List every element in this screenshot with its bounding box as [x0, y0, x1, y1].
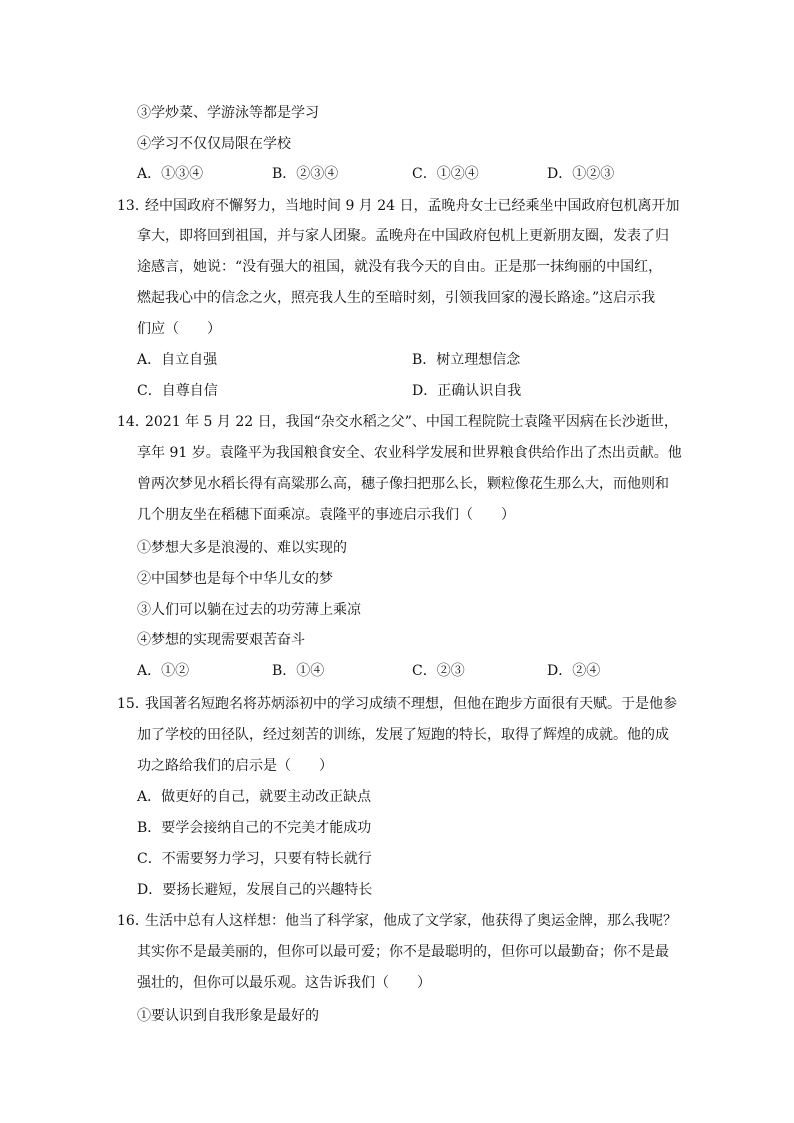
q13-options-row-1	[137, 350, 677, 370]
q16-number: 16．	[117, 913, 149, 929]
q13-option-d: D．正确认识自我	[412, 383, 522, 399]
q13-option-c: C．自尊自信	[137, 383, 218, 399]
q12-option-b: B．②③④	[272, 166, 339, 182]
q12-option-a: A．①③④	[137, 166, 204, 182]
q15-line-2: 加了学校的田径队，经过刻苦的训练，发展了短跑的特长，取得了辉煌的成就。他的成	[137, 727, 669, 743]
q14-item-1: ①梦想大多是浪漫的、难以实现的	[137, 540, 347, 556]
q15-option-d: D．要扬长避短，发展自己的兴趣特长	[137, 882, 373, 898]
q14-option-b: B．①④	[272, 663, 325, 679]
q14-option-d: D．②④	[547, 663, 601, 679]
q13-option-a: A．自立自强	[137, 352, 218, 368]
q12-item-4: ④学习不仅仅局限在学校	[137, 136, 291, 152]
q13-number: 13．	[117, 198, 149, 214]
q16-item-1: ①要认识到自我形象是最好的	[137, 1008, 319, 1024]
q12-item-3: ③学炒菜、学游泳等都是学习	[137, 105, 319, 121]
q12-options	[137, 164, 677, 184]
q15-option-c: C．不需要努力学习，只要有特长就行	[137, 851, 372, 867]
q14-line-3: 曾两次梦见水稻长得有高粱那么高，穗子像扫把那么长，颗粒像花生那么大，而他则和	[137, 476, 669, 492]
q14-item-3: ③人们可以躺在过去的功劳薄上乘凉	[137, 602, 361, 618]
q13-options-row-2	[137, 381, 677, 401]
q13-line-3: 途感言，她说：“没有强大的祖国，就没有我今天的自由。正是那一抹绚丽的中国红，	[137, 259, 663, 275]
q15-number: 15．	[117, 696, 149, 712]
q13-option-b: B．树立理想信念	[412, 352, 521, 368]
q13-line-5: 们应（ ）	[137, 321, 221, 337]
q13-line-2: 拿大，即将回到祖国，并与家人团聚。孟晚舟在中国政府包机上更新朋友圈，发表了归	[137, 228, 669, 244]
q13-line-4: 燃起我心中的信念之火，照亮我人生的至暗时刻，引领我回家的漫长路途。”这启示我	[137, 290, 656, 306]
q15-option-b: B．要学会接纳自己的不完美才能成功	[137, 820, 372, 836]
q12-option-c: C．①②④	[412, 166, 479, 182]
q16-line-3: 强壮的，但你可以最乐观。这告诉我们（ ）	[137, 975, 431, 991]
q14-option-a: A．①②	[137, 663, 190, 679]
q14-number: 14．	[117, 414, 149, 430]
q14-line-1: 2021 年 5 月 22 日，我国“杂交水稻之父”、中国工程院院士袁隆平因病在长沙逝世，	[145, 414, 678, 430]
q16-line-1: 生活中总有人这样想：他当了科学家，他成了文学家，他获得了奥运金牌，那么我呢？	[145, 913, 677, 929]
q15-option-a: A．做更好的自己，就要主动改正缺点	[137, 789, 372, 805]
q13-line-1: 经中国政府不懈努力，当地时间 9 月 24 日，孟晚舟女士已经乘坐中国政府包机离开加	[145, 198, 680, 214]
q14-line-4: 几个朋友坐在稻穗下面乘凉。袁隆平的事迹启示我们（ ）	[137, 507, 515, 523]
q14-item-4: ④梦想的实现需要艰苦奋斗	[137, 632, 305, 648]
q14-options	[137, 661, 677, 681]
q14-line-2: 享年 91 岁。袁隆平为我国粮食安全、农业科学发展和世界粮食供给作出了杰出贡献。他	[137, 445, 682, 461]
q15-line-3: 功之路给我们的启示是（ ）	[137, 758, 333, 774]
q15-line-1: 我国著名短跑名将苏炳添初中的学习成绩不理想，但他在跑步方面很有天赋。于是他参	[145, 696, 677, 712]
q14-option-c: C．②③	[412, 663, 465, 679]
q16-line-2: 其实你不是最美丽的，但你可以最可爱；你不是最聪明的，但你可以最勤奋；你不是最	[137, 944, 669, 960]
q14-item-2: ②中国梦也是每个中华儿女的梦	[137, 571, 333, 587]
q12-option-d: D．①②③	[547, 166, 615, 182]
